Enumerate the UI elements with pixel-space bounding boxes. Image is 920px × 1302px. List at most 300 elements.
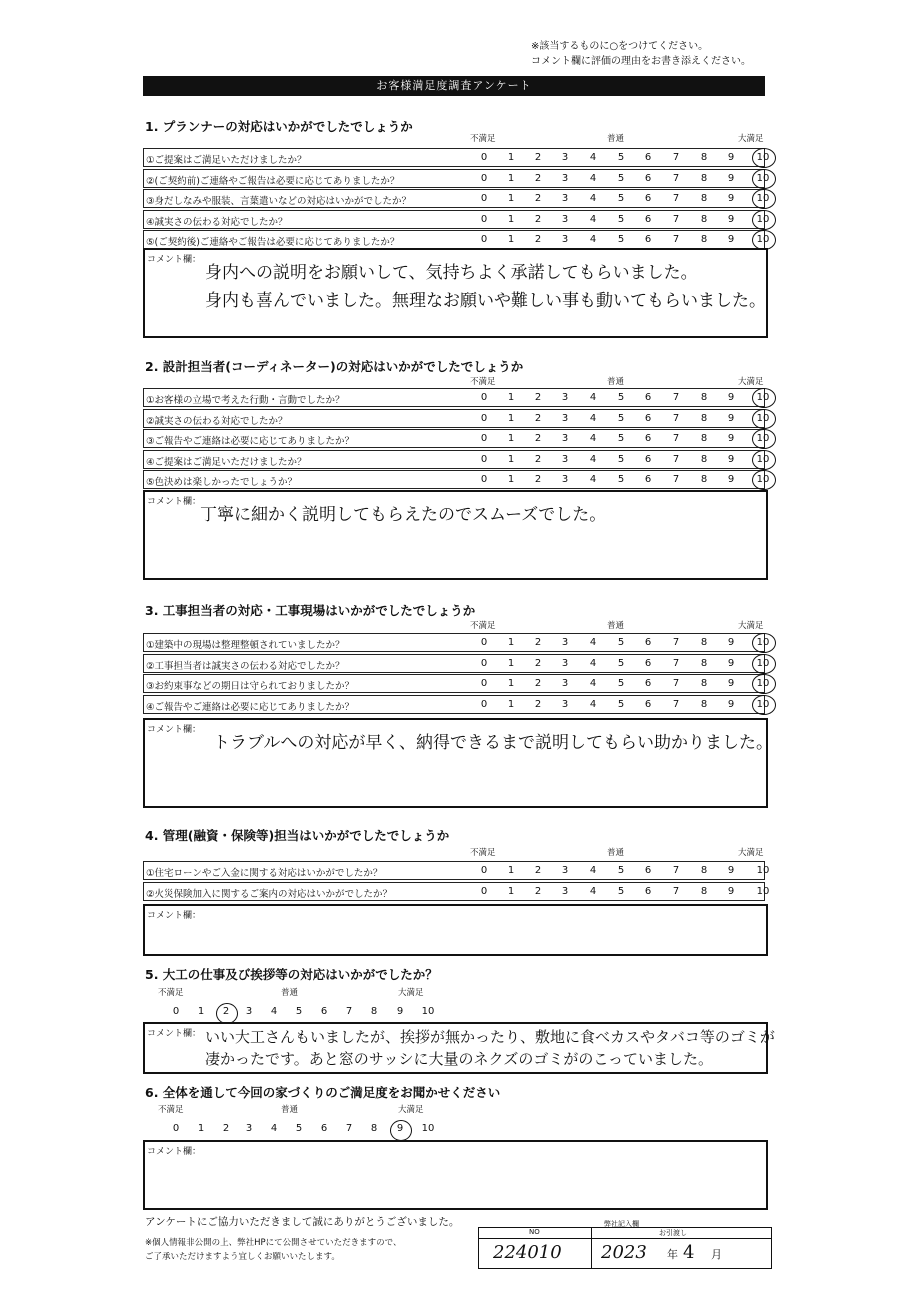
- rating-option-10[interactable]: 10: [756, 412, 770, 424]
- comment-box[interactable]: [143, 718, 773, 808]
- rating-option-9[interactable]: 9: [727, 392, 735, 403]
- rating-option-3[interactable]: 3: [561, 474, 569, 485]
- rating-option-1[interactable]: 1: [507, 865, 515, 876]
- question-text: ③ご報告やご連絡は必要に応じてありましたか？: [146, 436, 355, 447]
- rating-option-7[interactable]: 7: [345, 1006, 353, 1017]
- question-row: [143, 861, 770, 880]
- rating-option-1[interactable]: 1: [507, 392, 515, 403]
- rating-option-2[interactable]: 2: [534, 657, 542, 669]
- selected-rating-circle: [752, 450, 776, 470]
- comment-box[interactable]: [143, 248, 768, 338]
- rating-option-1[interactable]: 1: [507, 172, 515, 184]
- rating-option-3[interactable]: 3: [561, 234, 569, 245]
- rating-option-0[interactable]: 0: [480, 865, 488, 876]
- rating-option-9[interactable]: 9: [727, 885, 735, 897]
- comment-label: コメント欄：: [147, 1029, 202, 1039]
- rating-option-6[interactable]: 6: [644, 865, 652, 876]
- rating-option-2[interactable]: 2: [534, 412, 542, 424]
- customer-number: 224010: [493, 1242, 562, 1263]
- survey-banner: お客様満足度調査アンケート: [143, 76, 765, 96]
- question-row: [143, 470, 770, 489]
- question-text: ④ご報告やご連絡は必要に応じてありましたか？: [146, 701, 355, 713]
- rating-option-7[interactable]: 7: [672, 433, 680, 444]
- rating-option-7[interactable]: 7: [672, 657, 680, 669]
- rating-option-4[interactable]: 4: [589, 474, 597, 485]
- rating-option-8[interactable]: 8: [700, 865, 708, 876]
- rating-option-6[interactable]: 6: [320, 1123, 328, 1134]
- rating-option-7[interactable]: 7: [672, 637, 680, 648]
- rating-option-8[interactable]: 8: [700, 152, 708, 163]
- section-title: 3. 工事担当者の対応・工事現場はいかがでしたでしょうか: [145, 603, 476, 618]
- rating-option-0[interactable]: 0: [480, 474, 488, 485]
- no-label: NO: [529, 1228, 540, 1236]
- question-text: ①ご提案はご満足いただけましたか？: [146, 155, 307, 166]
- privacy-note-2: ご了承いただけますよう宜しくお願いいたします。: [145, 1252, 340, 1262]
- handwritten-comment: 丁寧に細かく説明してもらえたのでスムーズでした。: [200, 505, 607, 525]
- selected-rating-circle: [752, 409, 776, 429]
- rating-option-3[interactable]: 3: [561, 885, 569, 897]
- rating-option-0[interactable]: 0: [480, 152, 488, 163]
- scale-mid-label: 普通: [607, 377, 625, 387]
- rating-option-5[interactable]: 5: [617, 637, 625, 648]
- rating-option-6[interactable]: 6: [644, 698, 652, 710]
- rating-option-9[interactable]: 9: [727, 152, 735, 163]
- rating-option-2[interactable]: 2: [534, 193, 542, 204]
- rating-option-4[interactable]: 4: [589, 885, 597, 897]
- question-row: [143, 429, 770, 448]
- question-row: [143, 148, 770, 167]
- rating-option-9[interactable]: 9: [727, 234, 735, 245]
- handwritten-comment: 凄かったです。あと窓のサッシに大量のネクズのゴミがのこっていました。: [205, 1050, 714, 1068]
- comment-label: コメント欄：: [147, 725, 202, 735]
- selected-rating-circle: [752, 470, 776, 490]
- rating-option-1[interactable]: 1: [507, 474, 515, 485]
- rating-option-1[interactable]: 1: [507, 678, 515, 689]
- rating-option-3[interactable]: 3: [561, 657, 569, 669]
- rating-option-3[interactable]: 3: [561, 637, 569, 648]
- rating-option-5[interactable]: 5: [617, 865, 625, 876]
- rating-option-3[interactable]: 3: [561, 172, 569, 184]
- scale-low-label: 不満足: [470, 377, 496, 387]
- rating-option-3[interactable]: 3: [561, 392, 569, 403]
- rating-option-2[interactable]: 2: [534, 698, 542, 710]
- comment-box[interactable]: [143, 490, 768, 580]
- privacy-note-1: ※個人情報非公開の上、弊社HPにて公開させていただきますので、: [145, 1238, 402, 1248]
- question-row: [143, 695, 770, 714]
- rating-option-7[interactable]: 7: [672, 474, 680, 485]
- scale-high-label: 大満足: [398, 1105, 424, 1115]
- rating-option-4[interactable]: 4: [270, 1006, 278, 1017]
- rating-option-3[interactable]: 3: [245, 1123, 253, 1134]
- rating-option-10[interactable]: 10: [756, 698, 770, 710]
- rating-option-6[interactable]: 6: [644, 152, 652, 163]
- selected-rating-circle: [752, 388, 776, 408]
- rating-option-4[interactable]: 4: [589, 412, 597, 424]
- rating-option-2[interactable]: 2: [222, 1123, 230, 1134]
- question-row: [143, 633, 770, 652]
- selected-rating-circle: [752, 695, 776, 715]
- rating-option-9[interactable]: 9: [727, 453, 735, 465]
- handover-month: 4: [683, 1242, 695, 1263]
- rating-option-0[interactable]: 0: [480, 678, 488, 689]
- rating-option-1[interactable]: 1: [507, 234, 515, 245]
- rating-option-6[interactable]: 6: [644, 885, 652, 897]
- rating-option-4[interactable]: 4: [589, 193, 597, 204]
- question-row: [143, 169, 770, 188]
- rating-option-4[interactable]: 4: [589, 152, 597, 163]
- rating-option-5[interactable]: 5: [617, 678, 625, 689]
- scale-low-label: 不満足: [470, 621, 496, 631]
- rating-option-5[interactable]: 5: [617, 213, 625, 225]
- rating-option-10[interactable]: 10: [756, 213, 770, 225]
- scale-high-label: 大満足: [738, 134, 764, 144]
- rating-option-4[interactable]: 4: [589, 392, 597, 403]
- rating-option-2[interactable]: 2: [534, 637, 542, 648]
- rating-option-5[interactable]: 5: [617, 885, 625, 897]
- rating-option-1[interactable]: 1: [507, 637, 515, 648]
- rating-option-9[interactable]: 9: [727, 433, 735, 444]
- rating-option-4[interactable]: 4: [270, 1123, 278, 1134]
- rating-option-8[interactable]: 8: [700, 172, 708, 184]
- scale-low-label: 不満足: [158, 988, 184, 998]
- rating-option-3[interactable]: 3: [561, 453, 569, 465]
- rating-option-9[interactable]: 9: [727, 657, 735, 669]
- selected-rating-circle: [752, 674, 776, 694]
- selected-rating-circle: [752, 148, 776, 168]
- scale-low-label: 不満足: [470, 134, 496, 144]
- rating-option-7[interactable]: 7: [672, 172, 680, 184]
- selected-rating-circle: [752, 210, 776, 230]
- rating-option-8[interactable]: 8: [700, 213, 708, 225]
- rating-option-1[interactable]: 1: [507, 453, 515, 465]
- rating-option-9[interactable]: 9: [727, 678, 735, 689]
- rating-option-9[interactable]: 9: [727, 865, 735, 876]
- selected-rating-circle: [390, 1120, 412, 1141]
- rating-option-0[interactable]: 0: [480, 172, 488, 184]
- rating-option-10[interactable]: 10: [756, 678, 770, 689]
- rating-option-2[interactable]: 2: [534, 172, 542, 184]
- rating-option-4[interactable]: 4: [589, 865, 597, 876]
- question-row: [143, 388, 770, 407]
- selected-rating-circle: [752, 169, 776, 189]
- rating-option-8[interactable]: 8: [700, 637, 708, 648]
- rating-option-7[interactable]: 7: [345, 1123, 353, 1134]
- selected-rating-circle: [752, 633, 776, 653]
- rating-option-0[interactable]: 0: [480, 698, 488, 710]
- rating-option-8[interactable]: 8: [370, 1006, 378, 1017]
- scale-low-label: 不満足: [158, 1105, 184, 1115]
- rating-option-3[interactable]: 3: [561, 213, 569, 225]
- question-text: ②誠実さの伝わる対応でしたか？: [146, 415, 288, 427]
- section-title: 1. プランナーの対応はいかがでしたでしょうか: [145, 119, 413, 134]
- rating-option-1[interactable]: 1: [507, 885, 515, 897]
- rating-option-5[interactable]: 5: [617, 172, 625, 184]
- handover-year: 2023: [601, 1242, 647, 1263]
- rating-option-6[interactable]: 6: [644, 234, 652, 245]
- rating-option-10[interactable]: 10: [421, 1006, 435, 1017]
- rating-option-2[interactable]: 2: [534, 152, 542, 163]
- section-title: 5. 大工の仕事及び挨拶等の対応はいかがでしたか？: [145, 967, 438, 982]
- rating-option-8[interactable]: 8: [700, 657, 708, 669]
- question-text: ②(ご契約前)ご連絡やご報告は必要に応じてありましたか？: [146, 175, 400, 187]
- selected-rating-circle: [216, 1003, 238, 1024]
- rating-option-3[interactable]: 3: [561, 152, 569, 163]
- rating-option-10[interactable]: 10: [756, 865, 770, 876]
- rating-option-2[interactable]: 2: [534, 885, 542, 897]
- handwritten-comment: いい大工さんもいましたが、挨拶が無かったり、敷地に食べカスやタバコ等のゴミが: [205, 1028, 775, 1046]
- question-row: [143, 654, 770, 673]
- rating-option-8[interactable]: 8: [700, 885, 708, 897]
- rating-option-8[interactable]: 8: [700, 193, 708, 204]
- question-row: [143, 210, 770, 229]
- rating-option-6[interactable]: 6: [644, 657, 652, 669]
- section-title: 4. 管理(融資・保険等)担当はいかがでしたでしょうか: [145, 828, 450, 843]
- rating-option-5[interactable]: 5: [617, 698, 625, 710]
- rating-option-1[interactable]: 1: [507, 412, 515, 424]
- rating-option-8[interactable]: 8: [700, 392, 708, 403]
- rating-option-5[interactable]: 5: [295, 1006, 303, 1017]
- scale-mid-label: 普通: [607, 134, 625, 144]
- rating-option-9[interactable]: 9: [727, 412, 735, 424]
- question-text: ①住宅ローンやご入金に関する対応はいかがでしたか？: [146, 868, 383, 879]
- rating-option-8[interactable]: 8: [700, 474, 708, 485]
- rating-option-5[interactable]: 5: [295, 1123, 303, 1134]
- question-row: [143, 450, 770, 469]
- rating-option-0[interactable]: 0: [172, 1123, 180, 1134]
- rating-option-1[interactable]: 1: [197, 1123, 205, 1134]
- rating-option-3[interactable]: 3: [561, 433, 569, 444]
- rating-option-7[interactable]: 7: [672, 234, 680, 245]
- rating-option-6[interactable]: 6: [644, 637, 652, 648]
- rating-option-7[interactable]: 7: [672, 698, 680, 710]
- rating-option-6[interactable]: 6: [644, 474, 652, 485]
- rating-option-7[interactable]: 7: [672, 193, 680, 204]
- rating-option-10[interactable]: 10: [756, 637, 770, 648]
- rating-option-9[interactable]: 9: [727, 172, 735, 184]
- question-text: ④誠実さの伝わる対応でしたか？: [146, 216, 288, 228]
- selected-rating-circle: [752, 230, 776, 250]
- question-text: ①お客様の立場で考えた行動・言動でしたか？: [146, 395, 345, 406]
- rating-option-8[interactable]: 8: [700, 453, 708, 465]
- rating-option-1[interactable]: 1: [507, 698, 515, 710]
- rating-option-6[interactable]: 6: [644, 412, 652, 424]
- question-text: ⑤(ご契約後)ご連絡やご報告は必要に応じてありましたか？: [146, 237, 400, 248]
- rating-option-8[interactable]: 8: [700, 234, 708, 245]
- comment-box[interactable]: [143, 904, 768, 956]
- rating-option-4[interactable]: 4: [589, 433, 597, 444]
- rating-option-9[interactable]: 9: [727, 474, 735, 485]
- rating-option-5[interactable]: 5: [617, 474, 625, 485]
- rating-option-0[interactable]: 0: [480, 213, 488, 225]
- scale-high-label: 大満足: [738, 621, 764, 631]
- rating-option-2[interactable]: 2: [534, 433, 542, 444]
- rating-option-2[interactable]: 2: [222, 1006, 230, 1017]
- instruction-note-1: ※該当するものに○をつけてください。: [531, 41, 709, 52]
- rating-option-7[interactable]: 7: [672, 412, 680, 424]
- rating-option-7[interactable]: 7: [672, 453, 680, 465]
- year-unit: 年: [667, 1248, 678, 1261]
- comment-label: コメント欄：: [147, 1147, 202, 1157]
- rating-option-4[interactable]: 4: [589, 678, 597, 689]
- question-row: [143, 882, 770, 901]
- rating-option-2[interactable]: 2: [534, 474, 542, 485]
- rating-option-2[interactable]: 2: [534, 213, 542, 225]
- rating-option-10[interactable]: 10: [421, 1123, 435, 1134]
- office-use-header: 弊社記入欄: [604, 1220, 639, 1228]
- rating-option-0[interactable]: 0: [480, 453, 488, 465]
- comment-label: コメント欄：: [147, 497, 202, 507]
- office-use-table: [478, 1227, 772, 1269]
- rating-option-8[interactable]: 8: [700, 412, 708, 424]
- thanks-message: アンケートにご協力いただきまして誠にありがとうございました。: [145, 1216, 460, 1228]
- rating-option-1[interactable]: 1: [507, 152, 515, 163]
- question-text: ⑤色決めは楽しかったでしょうか？: [146, 477, 298, 488]
- section-title: 6. 全体を通して今回の家づくりのご満足度をお聞かせください: [145, 1085, 501, 1100]
- rating-option-4[interactable]: 4: [589, 657, 597, 669]
- rating-option-10[interactable]: 10: [756, 392, 770, 403]
- rating-option-1[interactable]: 1: [507, 657, 515, 669]
- rating-option-2[interactable]: 2: [534, 234, 542, 245]
- rating-option-5[interactable]: 5: [617, 193, 625, 204]
- rating-option-0[interactable]: 0: [480, 412, 488, 424]
- handover-label: お引渡し: [659, 1229, 687, 1237]
- rating-option-8[interactable]: 8: [370, 1123, 378, 1134]
- rating-option-6[interactable]: 6: [644, 172, 652, 184]
- rating-option-8[interactable]: 8: [700, 698, 708, 710]
- scale-mid-label: 普通: [281, 988, 299, 998]
- rating-option-1[interactable]: 1: [507, 193, 515, 204]
- rating-option-7[interactable]: 7: [672, 865, 680, 876]
- question-text: ③お約束事などの期日は守られておりましたか？: [146, 681, 355, 692]
- rating-option-5[interactable]: 5: [617, 234, 625, 245]
- rating-option-2[interactable]: 2: [534, 453, 542, 465]
- rating-option-6[interactable]: 6: [644, 678, 652, 689]
- rating-option-7[interactable]: 7: [672, 885, 680, 897]
- selected-rating-circle: [752, 429, 776, 449]
- rating-option-4[interactable]: 4: [589, 234, 597, 245]
- rating-option-10[interactable]: 10: [756, 885, 770, 897]
- question-row: [143, 674, 770, 693]
- rating-option-5[interactable]: 5: [617, 657, 625, 669]
- rating-option-5[interactable]: 5: [617, 453, 625, 465]
- scale-high-label: 大満足: [398, 988, 424, 998]
- rating-option-0[interactable]: 0: [480, 193, 488, 204]
- question-text: ③身だしなみや服装、言葉遣いなどの対応はいかがでしたか？: [146, 196, 412, 207]
- rating-option-10[interactable]: 10: [756, 657, 770, 669]
- instruction-note-2: コメント欄に評価の理由をお書き添えください。: [531, 56, 751, 67]
- scale-high-label: 大満足: [738, 377, 764, 387]
- selected-rating-circle: [752, 654, 776, 674]
- rating-option-1[interactable]: 1: [507, 433, 515, 444]
- month-unit: 月: [711, 1248, 722, 1261]
- rating-option-4[interactable]: 4: [589, 698, 597, 710]
- comment-box[interactable]: [143, 1140, 768, 1210]
- question-row: [143, 409, 770, 428]
- rating-option-0[interactable]: 0: [480, 637, 488, 648]
- rating-option-6[interactable]: 6: [644, 453, 652, 465]
- rating-option-5[interactable]: 5: [617, 433, 625, 444]
- rating-option-0[interactable]: 0: [480, 433, 488, 444]
- rating-option-6[interactable]: 6: [644, 213, 652, 225]
- rating-option-0[interactable]: 0: [480, 392, 488, 403]
- rating-option-4[interactable]: 4: [589, 172, 597, 184]
- question-text: ②工事担当者は誠実さの伝わる対応でしたか？: [146, 660, 345, 672]
- rating-option-3[interactable]: 3: [561, 412, 569, 424]
- comment-label: コメント欄：: [147, 255, 202, 265]
- rating-option-2[interactable]: 2: [534, 678, 542, 689]
- rating-option-10[interactable]: 10: [756, 474, 770, 485]
- rating-option-9[interactable]: 9: [727, 698, 735, 710]
- rating-option-0[interactable]: 0: [480, 234, 488, 245]
- question-text: ④ご提案はご満足いただけましたか？: [146, 456, 307, 468]
- section-title: 2. 設計担当者(コーディネーター)の対応はいかがでしたでしょうか: [145, 359, 524, 374]
- rating-option-9[interactable]: 9: [396, 1123, 404, 1134]
- rating-option-0[interactable]: 0: [480, 657, 488, 669]
- rating-option-7[interactable]: 7: [672, 152, 680, 163]
- scale-mid-label: 普通: [607, 848, 625, 858]
- rating-option-10[interactable]: 10: [756, 234, 770, 245]
- rating-option-4[interactable]: 4: [589, 213, 597, 225]
- rating-option-3[interactable]: 3: [245, 1006, 253, 1017]
- rating-option-10[interactable]: 10: [756, 433, 770, 444]
- handwritten-comment: 身内への説明をお願いして、気持ちよく承諾してもらいました。: [205, 263, 698, 283]
- rating-option-3[interactable]: 3: [561, 698, 569, 710]
- rating-option-0[interactable]: 0: [172, 1006, 180, 1017]
- question-text: ②火災保険加入に関するご案内の対応はいかがでしたか？: [146, 888, 393, 900]
- rating-option-6[interactable]: 6: [320, 1006, 328, 1017]
- rating-option-9[interactable]: 9: [727, 213, 735, 225]
- rating-option-0[interactable]: 0: [480, 885, 488, 897]
- scale-low-label: 不満足: [470, 848, 496, 858]
- rating-option-9[interactable]: 9: [727, 193, 735, 204]
- comment-label: コメント欄：: [147, 911, 202, 921]
- rating-option-9[interactable]: 9: [727, 637, 735, 648]
- rating-option-10[interactable]: 10: [756, 453, 770, 465]
- rating-option-3[interactable]: 3: [561, 865, 569, 876]
- rating-option-6[interactable]: 6: [644, 193, 652, 204]
- rating-option-1[interactable]: 1: [197, 1006, 205, 1017]
- rating-option-7[interactable]: 7: [672, 392, 680, 403]
- rating-option-10[interactable]: 10: [756, 152, 770, 163]
- rating-option-10[interactable]: 10: [756, 172, 770, 184]
- rating-option-4[interactable]: 4: [589, 637, 597, 648]
- question-text: ①建築中の現場は整理整頓されていましたか？: [146, 640, 345, 651]
- rating-option-7[interactable]: 7: [672, 213, 680, 225]
- rating-option-6[interactable]: 6: [644, 433, 652, 444]
- rating-option-3[interactable]: 3: [561, 678, 569, 689]
- rating-option-5[interactable]: 5: [617, 412, 625, 424]
- rating-option-1[interactable]: 1: [507, 213, 515, 225]
- rating-option-8[interactable]: 8: [700, 678, 708, 689]
- rating-option-7[interactable]: 7: [672, 678, 680, 689]
- scale-high-label: 大満足: [738, 848, 764, 858]
- rating-option-2[interactable]: 2: [534, 392, 542, 403]
- rating-option-2[interactable]: 2: [534, 865, 542, 876]
- rating-option-8[interactable]: 8: [700, 433, 708, 444]
- rating-option-6[interactable]: 6: [644, 392, 652, 403]
- question-row: [143, 230, 770, 249]
- rating-option-5[interactable]: 5: [617, 152, 625, 163]
- scale-mid-label: 普通: [281, 1105, 299, 1115]
- comment-box[interactable]: [143, 1022, 775, 1074]
- rating-option-9[interactable]: 9: [396, 1006, 404, 1017]
- rating-option-5[interactable]: 5: [617, 392, 625, 403]
- scale-mid-label: 普通: [607, 621, 625, 631]
- handwritten-comment: 身内も喜んでいました。無理なお願いや難しい事も動いてもらいました。: [205, 291, 766, 311]
- rating-option-3[interactable]: 3: [561, 193, 569, 204]
- rating-option-10[interactable]: 10: [756, 193, 770, 204]
- rating-option-4[interactable]: 4: [589, 453, 597, 465]
